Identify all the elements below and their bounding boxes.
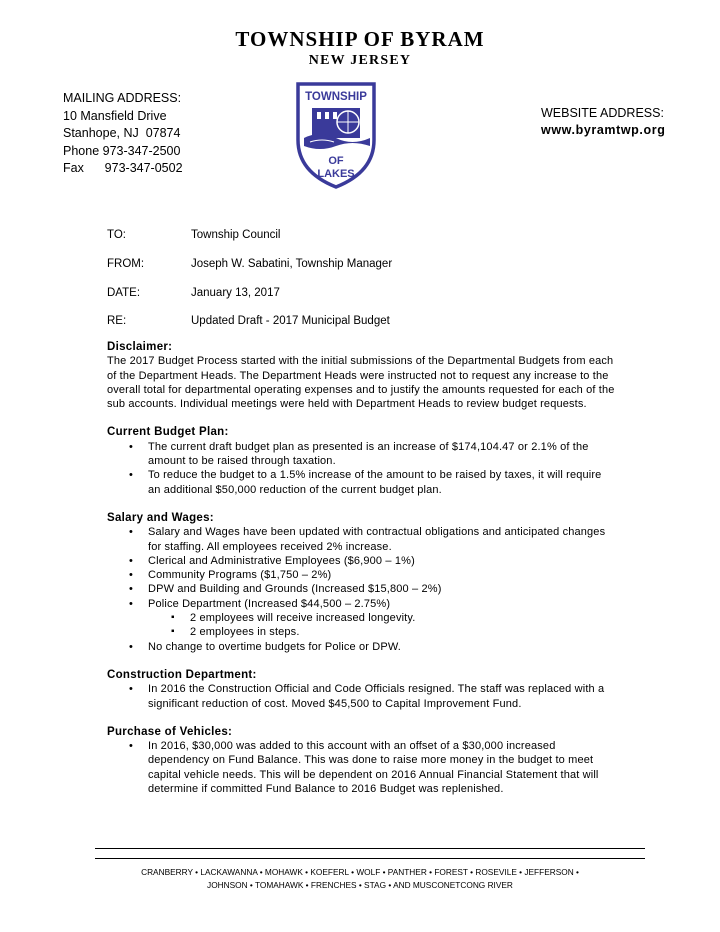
vehicles-list (107, 739, 617, 796)
logo-top-text: TOWNSHIP (305, 91, 367, 103)
list-item: • Salary and Wages have been updated with contractual obligations and anticipated changes for staffing. All employees received 2% increase. (107, 525, 617, 554)
list-item: • In 2016, $30,000 was added to this account with an offset of a $30,000 increased dependency on Fund Balance. This was done to raise more money in the budget to meet capital vehicle needs. This will be dependent on 2016 Annual Financial Statement that will determine if committed Fund Balance to 2016 Budget was replenished. (107, 739, 617, 796)
township-title: TOWNSHIP OF BYRAM (235, 27, 485, 51)
list-item: • In 2016 the Construction Official and Code Officials resigned. The staff was replaced with a significant reduction of cost. Moved $45,500 to Capital Improvement Fund. (107, 682, 617, 711)
memo-from-value: Joseph W. Sabatini, Township Manager (191, 258, 393, 270)
township-logo (290, 78, 382, 190)
website-block (541, 105, 665, 139)
vehicles-heading: Purchase of Vehicles: (107, 725, 233, 738)
sub-list-item: ▪ 2 employees in steps. (107, 625, 617, 639)
footer-line-1: CRANBERRY • LACKAWANNA • MOHAWK • KOEFERL • WOLF • PANTHER • FOREST • ROSEVILE • JEFFERSON • (141, 867, 579, 877)
construction-heading: Construction Department: (107, 668, 257, 681)
list-item: • Clerical and Administrative Employees ($6,900 – 1%) (107, 554, 617, 568)
list-item: • Community Programs ($1,750 – 2%) (107, 568, 617, 582)
state-subtitle: NEW JERSEY (308, 53, 412, 68)
memo-re-value: Updated Draft - 2017 Municipal Budget (191, 315, 390, 327)
mailing-phone: Phone 973-347-2500 (63, 143, 181, 158)
list-item: • DPW and Building and Grounds (Increased $15,800 – 2%) (107, 582, 617, 596)
current-plan-list (107, 440, 617, 497)
mailing-address (63, 90, 183, 178)
disclaimer-text: The 2017 Budget Process started with the initial submissions of the Departmental Budgets from each of the Department Heads. The Department Heads were instructed not to request any increase to the overall total for departmental operating expenses and to justify the amounts requested for each of the sub accounts. Individual meetings were held with Department Heads to review budget requests. (107, 355, 615, 411)
current-plan-heading: Current Budget Plan: (107, 426, 229, 439)
memo-to-value: Township Council (191, 229, 281, 241)
logo-bottom-text: LAKES (317, 168, 355, 180)
mailing-street: 10 Mansfield Drive (63, 108, 167, 123)
list-item: • To reduce the budget to a 1.5% increase of the amount to be raised by taxes, it will require an additional $50,000 reduction of the current budget plan. (107, 468, 617, 497)
memo-date-label: DATE: (107, 287, 141, 299)
salary-heading: Salary and Wages: (107, 511, 214, 524)
memo-to-label: TO: (107, 229, 126, 241)
memo-date-value: January 13, 2017 (191, 287, 280, 299)
memo-body (107, 340, 617, 796)
mailing-city: Stanhope, NJ 07874 (63, 126, 181, 140)
footer-divider-bottom (95, 858, 645, 859)
website-label: WEBSITE ADDRESS: (541, 106, 664, 120)
sub-list-item: ▪ 2 employees will receive increased longevity. (107, 611, 617, 625)
list-item: • The current draft budget plan as presented is an increase of $174,104.47 or 2.1% of the amount to be raised through taxation. (107, 440, 617, 469)
mailing-fax: Fax 973-347-0502 (63, 161, 183, 175)
website-url[interactable]: www.byramtwp.org (541, 123, 666, 137)
list-item: • Police Department (Increased $44,500 – 2.75%) (107, 597, 617, 611)
footer-divider-top (95, 848, 645, 849)
logo-of-text: OF (328, 155, 344, 167)
construction-list (107, 682, 617, 711)
salary-list (107, 525, 617, 654)
memo-from-label: FROM: (107, 258, 145, 270)
memo-re-label: RE: (107, 315, 127, 327)
list-item: • No change to overtime budgets for Police or DPW. (107, 640, 617, 654)
disclaimer-heading: Disclaimer: (107, 341, 173, 353)
footer-line-2: JOHNSON • TOMAHAWK • FRENCHES • STAG • AND MUSCONETCONG RIVER (207, 880, 513, 890)
footer-lakes-list (0, 866, 720, 892)
mailing-label: MAILING ADDRESS: (63, 91, 182, 105)
